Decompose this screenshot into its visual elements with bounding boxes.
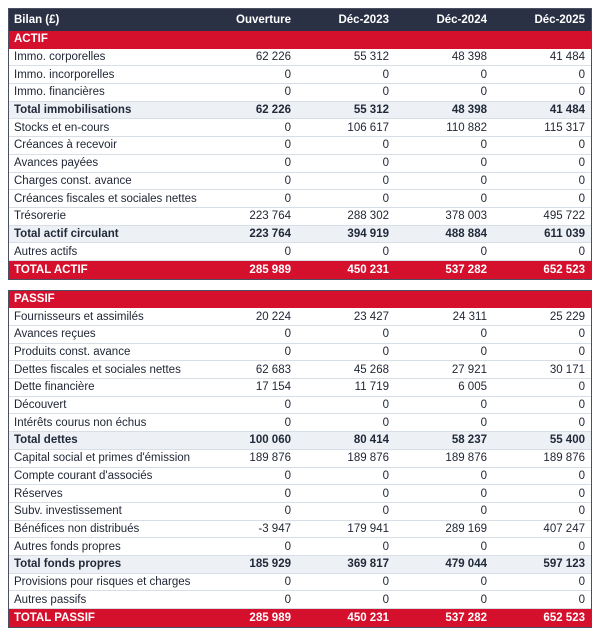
cell-value: 0 bbox=[382, 540, 389, 553]
cell-value: 179 941 bbox=[347, 522, 389, 535]
cell-value: 189 876 bbox=[543, 452, 585, 465]
row-label: Avances payées bbox=[14, 157, 99, 170]
section-header-passif bbox=[9, 291, 591, 309]
cell-value: 369 817 bbox=[347, 558, 389, 571]
row-label: Subv. investissement bbox=[14, 505, 122, 518]
table-row bbox=[9, 485, 591, 503]
cell-value: 0 bbox=[578, 505, 585, 518]
cell-value: 0 bbox=[284, 487, 291, 500]
cell-value: 223 764 bbox=[249, 227, 291, 240]
total-row bbox=[9, 609, 591, 627]
cell-value: 0 bbox=[284, 192, 291, 205]
column-header-dec-2024: Déc-2024 bbox=[436, 14, 487, 26]
cell-value: 0 bbox=[480, 174, 487, 187]
row-label: Avances reçues bbox=[14, 328, 96, 341]
cell-value: 0 bbox=[578, 469, 585, 482]
row-label: Immo. corporelles bbox=[14, 51, 106, 64]
row-label: Bénéfices non distribués bbox=[14, 522, 140, 535]
cell-value: 0 bbox=[382, 245, 389, 258]
cell-value: 0 bbox=[284, 469, 291, 482]
cell-value: 495 722 bbox=[543, 210, 585, 223]
cell-value: 106 617 bbox=[347, 121, 389, 134]
cell-value: 0 bbox=[578, 157, 585, 170]
cell-value: 0 bbox=[480, 540, 487, 553]
cell-value: 189 876 bbox=[249, 452, 291, 465]
row-label: Total dettes bbox=[14, 434, 78, 447]
cell-value: 0 bbox=[284, 505, 291, 518]
cell-value: 0 bbox=[480, 575, 487, 588]
row-label: Total immobilisations bbox=[14, 104, 132, 117]
cell-value: 30 171 bbox=[549, 363, 585, 376]
cell-value: 185 929 bbox=[249, 558, 291, 571]
section-header-actif bbox=[9, 31, 591, 49]
cell-value: 537 282 bbox=[445, 611, 487, 624]
cell-value: 394 919 bbox=[347, 227, 389, 240]
cell-value: 24 311 bbox=[452, 310, 487, 323]
cell-value: 100 060 bbox=[249, 434, 291, 447]
actif-section-body bbox=[9, 31, 591, 279]
row-label: Provisions pour risques et charges bbox=[14, 575, 191, 588]
table-row bbox=[9, 190, 591, 208]
cell-value: 0 bbox=[284, 68, 291, 81]
table-row bbox=[9, 119, 591, 137]
cell-value: 0 bbox=[284, 399, 291, 412]
cell-value: 0 bbox=[382, 346, 389, 359]
cell-value: 0 bbox=[284, 416, 291, 429]
cell-value: 25 229 bbox=[549, 310, 585, 323]
row-label: Réserves bbox=[14, 487, 63, 500]
cell-value: -3 947 bbox=[258, 522, 291, 535]
row-label: Autres passifs bbox=[14, 593, 87, 606]
cell-value: 289 169 bbox=[445, 522, 487, 535]
cell-value: 652 523 bbox=[543, 263, 585, 276]
subtotal-row bbox=[9, 226, 591, 244]
cell-value: 0 bbox=[480, 399, 487, 412]
cell-value: 0 bbox=[284, 121, 291, 134]
cell-value: 0 bbox=[284, 575, 291, 588]
row-label: Dettes fiscales et sociales nettes bbox=[14, 363, 181, 376]
row-label: Intérêts courus non échus bbox=[14, 416, 147, 429]
cell-value: 488 884 bbox=[445, 227, 487, 240]
cell-value: 0 bbox=[480, 346, 487, 359]
section-gap bbox=[8, 280, 592, 290]
cell-value: 55 312 bbox=[353, 104, 389, 117]
table-row bbox=[9, 503, 591, 521]
cell-value: 0 bbox=[382, 174, 389, 187]
table-row bbox=[9, 521, 591, 539]
cell-value: 0 bbox=[578, 487, 585, 500]
cell-value: 0 bbox=[382, 505, 389, 518]
table-row bbox=[9, 137, 591, 155]
cell-value: 0 bbox=[284, 174, 291, 187]
table-row bbox=[9, 574, 591, 592]
cell-value: 0 bbox=[284, 540, 291, 553]
cell-value: 0 bbox=[382, 416, 389, 429]
cell-value: 115 317 bbox=[544, 121, 585, 134]
cell-value: 0 bbox=[382, 593, 389, 606]
cell-value: 41 484 bbox=[549, 51, 585, 64]
cell-value: 0 bbox=[284, 157, 291, 170]
cell-value: 223 764 bbox=[249, 210, 291, 223]
table-row bbox=[9, 243, 591, 261]
cell-value: 11 719 bbox=[354, 381, 389, 394]
row-label: Autres fonds propres bbox=[14, 540, 121, 553]
row-label: Stocks et en-cours bbox=[14, 121, 110, 134]
total-row bbox=[9, 261, 591, 279]
row-label: Total fonds propres bbox=[14, 558, 122, 571]
cell-value: 0 bbox=[284, 86, 291, 99]
cell-value: 0 bbox=[578, 174, 585, 187]
cell-value: 0 bbox=[382, 575, 389, 588]
cell-value: 0 bbox=[480, 192, 487, 205]
cell-value: 611 039 bbox=[544, 227, 585, 240]
table-row bbox=[9, 84, 591, 102]
table-row bbox=[9, 208, 591, 226]
cell-value: 0 bbox=[578, 381, 585, 394]
row-label: Compte courant d'associés bbox=[14, 469, 153, 482]
cell-value: 0 bbox=[382, 399, 389, 412]
table-row bbox=[9, 450, 591, 468]
table-row bbox=[9, 591, 591, 609]
subtotal-row bbox=[9, 102, 591, 120]
row-label: Charges const. avance bbox=[14, 174, 132, 187]
cell-value: 0 bbox=[578, 328, 585, 341]
cell-value: 450 231 bbox=[347, 611, 389, 624]
cell-value: 0 bbox=[480, 86, 487, 99]
table-row bbox=[9, 326, 591, 344]
row-label: Fournisseurs et assimilés bbox=[14, 310, 144, 323]
cell-value: 0 bbox=[578, 399, 585, 412]
cell-value: 23 427 bbox=[353, 310, 389, 323]
cell-value: 0 bbox=[480, 245, 487, 258]
cell-value: 27 921 bbox=[451, 363, 487, 376]
cell-value: 0 bbox=[578, 593, 585, 606]
balance-sheet-passif-table bbox=[8, 290, 592, 628]
row-label: Immo. incorporelles bbox=[14, 68, 115, 81]
cell-value: 378 003 bbox=[445, 210, 487, 223]
column-header-ouverture: Ouverture bbox=[236, 14, 291, 26]
row-label: Créances à recevoir bbox=[14, 139, 117, 152]
subtotal-row bbox=[9, 556, 591, 574]
table-row bbox=[9, 308, 591, 326]
row-label: TOTAL PASSIF bbox=[14, 611, 95, 624]
cell-value: 285 989 bbox=[249, 611, 291, 624]
cell-value: 0 bbox=[578, 575, 585, 588]
cell-value: 58 237 bbox=[451, 434, 487, 447]
cell-value: 0 bbox=[284, 245, 291, 258]
cell-value: 0 bbox=[480, 469, 487, 482]
row-label: Créances fiscales et sociales nettes bbox=[14, 192, 197, 205]
table-row bbox=[9, 155, 591, 173]
cell-value: 80 414 bbox=[353, 434, 389, 447]
table-row bbox=[9, 397, 591, 415]
cell-value: 0 bbox=[284, 346, 291, 359]
cell-value: 0 bbox=[382, 192, 389, 205]
cell-value: 0 bbox=[382, 157, 389, 170]
cell-value: 0 bbox=[382, 68, 389, 81]
balance-sheet-actif-table bbox=[8, 8, 592, 280]
row-label: Total actif circulant bbox=[14, 227, 119, 240]
table-row bbox=[9, 468, 591, 486]
table-row bbox=[9, 414, 591, 432]
table-row bbox=[9, 49, 591, 67]
cell-value: 0 bbox=[382, 86, 389, 99]
column-header-dec-2025: Déc-2025 bbox=[534, 14, 585, 26]
cell-value: 0 bbox=[382, 469, 389, 482]
cell-value: 189 876 bbox=[445, 452, 487, 465]
cell-value: 652 523 bbox=[543, 611, 585, 624]
cell-value: 0 bbox=[480, 328, 487, 341]
cell-value: 285 989 bbox=[249, 263, 291, 276]
cell-value: 288 302 bbox=[347, 210, 389, 223]
cell-value: 0 bbox=[480, 505, 487, 518]
cell-value: 41 484 bbox=[549, 104, 585, 117]
cell-value: 597 123 bbox=[543, 558, 585, 571]
cell-value: 0 bbox=[578, 86, 585, 99]
cell-value: 0 bbox=[578, 346, 585, 359]
cell-value: 62 683 bbox=[255, 363, 291, 376]
table-title: Bilan (£) bbox=[14, 14, 60, 26]
cell-value: 407 247 bbox=[543, 522, 585, 535]
row-label: Produits const. avance bbox=[14, 346, 131, 359]
cell-value: 537 282 bbox=[445, 263, 487, 276]
cell-value: 55 312 bbox=[353, 51, 389, 64]
cell-value: 0 bbox=[284, 328, 291, 341]
cell-value: 48 398 bbox=[451, 51, 487, 64]
cell-value: 17 154 bbox=[255, 381, 291, 394]
cell-value: 0 bbox=[284, 593, 291, 606]
cell-value: 0 bbox=[382, 328, 389, 341]
cell-value: 0 bbox=[578, 416, 585, 429]
cell-value: 62 226 bbox=[255, 51, 291, 64]
cell-value: 48 398 bbox=[451, 104, 487, 117]
cell-value: 189 876 bbox=[347, 452, 389, 465]
cell-value: 0 bbox=[480, 593, 487, 606]
table-row bbox=[9, 66, 591, 84]
section-header-label: ACTIF bbox=[14, 33, 48, 46]
cell-value: 0 bbox=[480, 157, 487, 170]
cell-value: 20 224 bbox=[255, 310, 291, 323]
cell-value: 0 bbox=[578, 139, 585, 152]
cell-value: 0 bbox=[480, 68, 487, 81]
cell-value: 0 bbox=[480, 487, 487, 500]
cell-value: 0 bbox=[578, 68, 585, 81]
cell-value: 0 bbox=[480, 139, 487, 152]
row-label: Autres actifs bbox=[14, 245, 78, 258]
table-row bbox=[9, 173, 591, 191]
cell-value: 0 bbox=[284, 139, 291, 152]
subtotal-row bbox=[9, 432, 591, 450]
row-label: Immo. financières bbox=[14, 86, 105, 99]
cell-value: 0 bbox=[382, 139, 389, 152]
row-label: Dette financière bbox=[14, 381, 95, 394]
cell-value: 0 bbox=[578, 192, 585, 205]
row-label: TOTAL ACTIF bbox=[14, 263, 88, 276]
cell-value: 110 882 bbox=[446, 121, 487, 134]
cell-value: 450 231 bbox=[347, 263, 389, 276]
cell-value: 0 bbox=[480, 416, 487, 429]
row-label: Découvert bbox=[14, 399, 67, 412]
cell-value: 6 005 bbox=[458, 381, 487, 394]
cell-value: 0 bbox=[382, 487, 389, 500]
cell-value: 479 044 bbox=[445, 558, 487, 571]
row-label: Trésorerie bbox=[14, 210, 66, 223]
cell-value: 62 226 bbox=[255, 104, 291, 117]
table-row bbox=[9, 379, 591, 397]
section-header-label: PASSIF bbox=[14, 292, 55, 305]
cell-value: 55 400 bbox=[549, 434, 585, 447]
table-row bbox=[9, 344, 591, 362]
cell-value: 0 bbox=[578, 540, 585, 553]
table-row bbox=[9, 361, 591, 379]
table-row bbox=[9, 538, 591, 556]
passif-section-body bbox=[9, 291, 591, 627]
cell-value: 0 bbox=[578, 245, 585, 258]
table-column-header-row bbox=[9, 9, 591, 31]
row-label: Capital social et primes d'émission bbox=[14, 452, 191, 465]
cell-value: 45 268 bbox=[353, 363, 389, 376]
column-header-dec-2023: Déc-2023 bbox=[338, 14, 389, 26]
